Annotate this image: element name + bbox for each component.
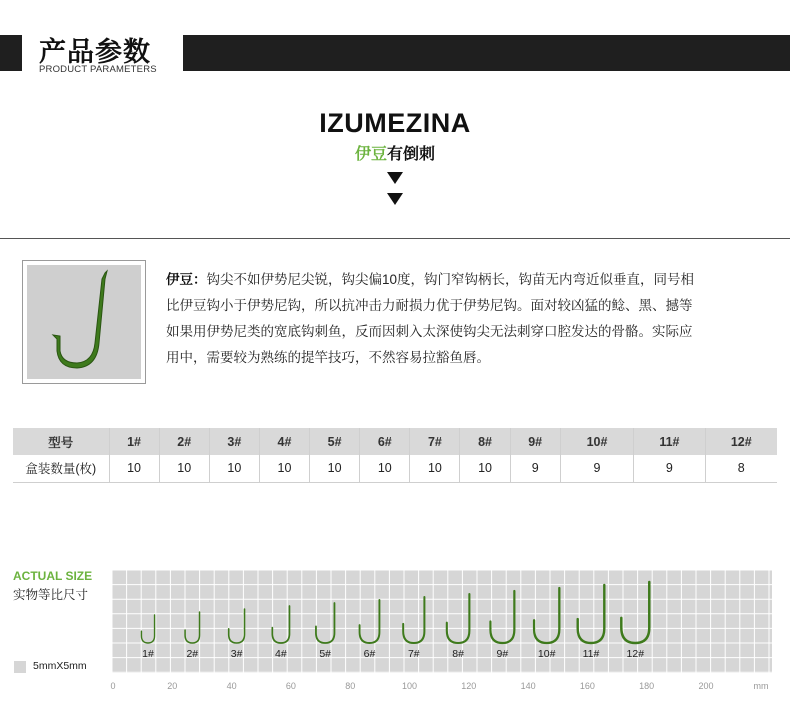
count-cell: 9 (510, 455, 560, 482)
hook-size-label: 4# (275, 648, 287, 660)
axis-tick-label: 100 (401, 681, 418, 691)
size-cell: 3# (209, 428, 259, 455)
description-line: 钩尖不如伊势尼尖锐，钩尖偏10度，钩门窄钩柄长，钩苗无内弯近似垂直，同号相 (206, 272, 695, 287)
spec-header-label: 型号 (13, 428, 109, 455)
axis-tick-label: 140 (520, 681, 536, 691)
brand-cn-black: 有倒刺 (387, 146, 436, 163)
hook-size-label: 6# (363, 648, 376, 660)
hook-size-label: 7# (407, 648, 420, 660)
size-cell: 7# (410, 428, 460, 455)
size-cell: 12# (705, 428, 777, 455)
axis-tick-label: 60 (285, 681, 296, 691)
axis-tick-label: 0 (110, 681, 116, 691)
description-line: 如果用伊势尼类的宽底钩刺鱼，反而因刺入太深使钩尖无法刺穿口腔发达的骨骼。实际应 (166, 324, 693, 339)
description-line: 比伊豆钩小于伊势尼钩，所以抗冲击力耐损力优于伊势尼钩。面对较凶猛的鲶、黑、撼等 (166, 298, 693, 313)
actual-size-subtitle: 实物等比尺寸 (13, 588, 89, 602)
axis-unit-label: mm (753, 681, 769, 691)
description-label: 伊豆： (166, 272, 207, 287)
size-cell: 9# (510, 428, 560, 455)
size-cell: 6# (360, 428, 410, 455)
axis-tick-label: 180 (639, 681, 655, 691)
hook-size-label: 11# (582, 648, 600, 660)
count-cell: 10 (410, 455, 460, 482)
hook-size-label: 3# (230, 648, 243, 660)
section-title: 产品参数 (39, 37, 151, 67)
axis-tick-label: 120 (461, 681, 477, 691)
size-cell: 10# (560, 428, 634, 455)
axis-tick-label: 20 (167, 681, 178, 691)
hook-size-label: 1# (142, 648, 154, 660)
axis-tick-label: 200 (698, 681, 714, 691)
count-cell: 10 (159, 455, 209, 482)
hook-size-label: 8# (452, 648, 464, 660)
size-cell: 5# (310, 428, 360, 455)
actual-size-title: ACTUAL SIZE (13, 569, 93, 583)
count-cell: 8 (705, 455, 777, 482)
size-cell: 8# (460, 428, 510, 455)
description-line: 用中，需要较为熟练的提竿技巧，不然容易拉豁鱼唇。 (166, 350, 490, 365)
count-cell: 10 (109, 455, 159, 482)
size-cell: 1# (109, 428, 159, 455)
hook-size-label: 12# (626, 648, 645, 660)
hook-size-label: 5# (319, 648, 332, 660)
size-cell: 2# (159, 428, 209, 455)
grid-legend-label: 5mmX5mm (33, 660, 87, 672)
axis-tick-label: 80 (345, 681, 356, 691)
size-cell: 4# (259, 428, 309, 455)
count-cell: 9 (560, 455, 634, 482)
section-subtitle: PRODUCT PARAMETERS (39, 64, 157, 75)
count-cell: 10 (460, 455, 510, 482)
size-cell: 11# (634, 428, 705, 455)
count-cell: 10 (259, 455, 309, 482)
axis-tick-label: 160 (579, 681, 595, 691)
axis-tick-label: 40 (226, 681, 237, 691)
count-cell: 9 (634, 455, 705, 482)
brand-cn-green: 伊豆 (354, 146, 387, 163)
brand-name: IZUMEZINA (319, 108, 471, 138)
count-cell: 10 (209, 455, 259, 482)
count-cell: 10 (310, 455, 360, 482)
count-cell: 10 (360, 455, 410, 482)
hook-size-label: 9# (496, 648, 509, 660)
hook-size-label: 10# (537, 648, 556, 660)
spec-row-label: 盒装数量(枚) (13, 455, 109, 482)
hook-size-label: 2# (186, 648, 199, 660)
